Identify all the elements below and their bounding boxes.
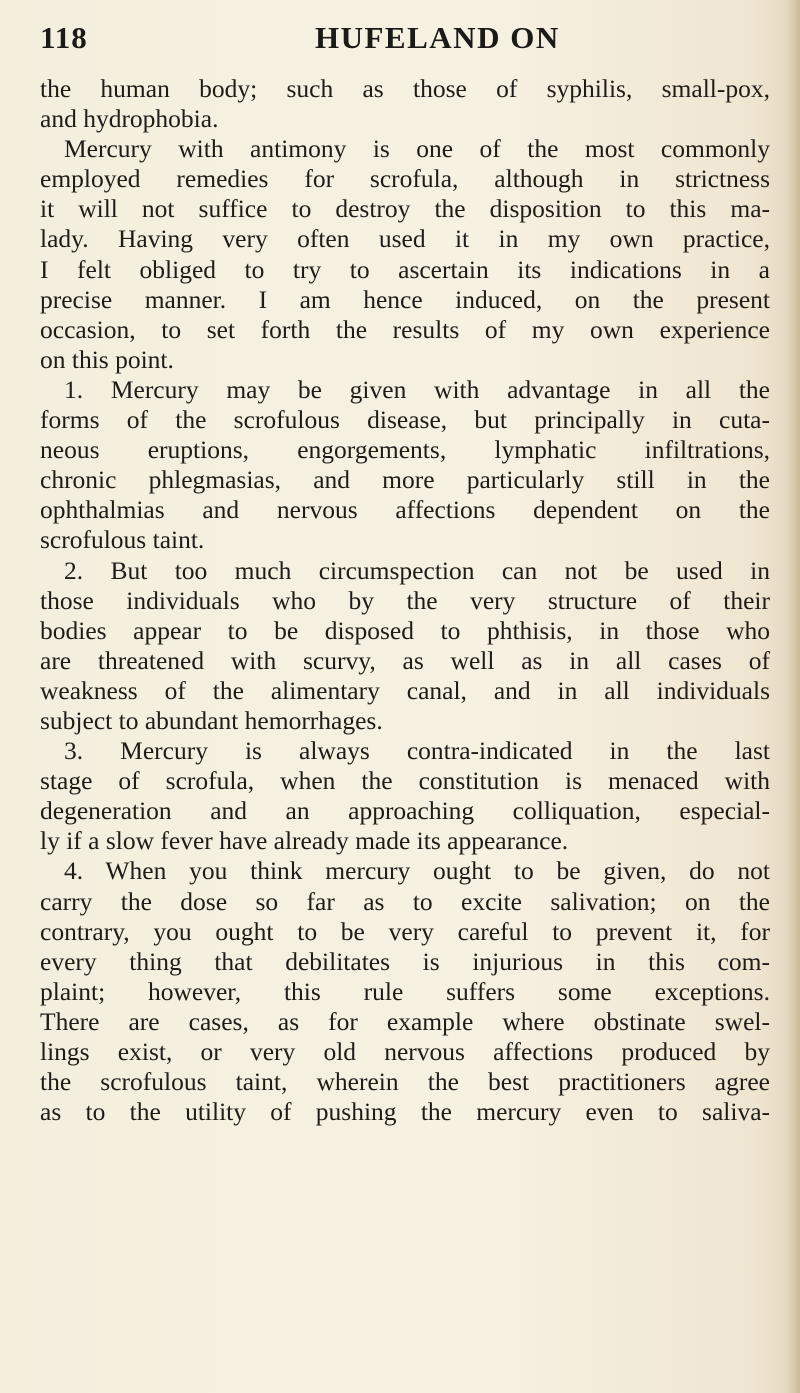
text-line: the scrofulous taint, wherein the best practitioners agree bbox=[40, 1067, 770, 1097]
page-number: 118 bbox=[40, 20, 88, 55]
text-line: Mercury with antimony is one of the most commonly bbox=[64, 134, 770, 164]
text-line: ophthalmias and nervous affections dependent on the bbox=[40, 495, 770, 525]
text-line: bodies appear to be disposed to phthisis, in those who bbox=[40, 615, 770, 645]
text-line: subject to abundant hemorrhages. bbox=[40, 705, 383, 735]
text-line: neous eruptions, engorgements, lymphatic infiltrations, bbox=[40, 435, 770, 465]
text-line: 1. Mercury may be given with advantage in all the bbox=[64, 374, 770, 404]
text-line: 3. Mercury is always contra-indicated in the last bbox=[64, 736, 770, 766]
text-line: every thing that debilitates is injurious in this com- bbox=[40, 946, 770, 976]
text-line: scrofulous taint. bbox=[40, 525, 205, 555]
text-line: on this point. bbox=[40, 344, 174, 374]
text-line: 2. But too much circumspection can not be used in bbox=[64, 555, 770, 585]
text-line: contrary, you ought to be very careful to prevent it, for bbox=[40, 916, 770, 946]
text-line: degeneration and an approaching colliquation, especial- bbox=[40, 796, 770, 826]
text-line: plaint; however, this rule suffers some exceptions. bbox=[40, 976, 770, 1006]
text-line: stage of scrofula, when the constitution is menaced with bbox=[40, 766, 770, 796]
text-line: carry the dose so far as to excite salivation; on the bbox=[40, 886, 770, 916]
text-line: as to the utility of pushing the mercury even to saliva- bbox=[40, 1097, 770, 1127]
text-line: chronic phlegmasias, and more particularly still in the bbox=[40, 465, 770, 495]
text-line: forms of the scrofulous disease, but principally in cuta- bbox=[40, 405, 770, 435]
text-line: employed remedies for scrofula, although in strictness bbox=[40, 164, 770, 194]
text-line: 4. When you think mercury ought to be given, do not bbox=[64, 856, 770, 886]
text-line: I felt obliged to try to ascertain its indications in a bbox=[40, 254, 770, 284]
text-line: lings exist, or very old nervous affections produced by bbox=[40, 1037, 770, 1066]
text-line: weakness of the alimentary canal, and in all individuals bbox=[40, 675, 770, 705]
text-line: and hydrophobia. bbox=[40, 104, 219, 134]
text-line: There are cases, as for example where obstinate swel- bbox=[40, 1006, 770, 1036]
text-line: are threatened with scurvy, as well as in all cases of bbox=[40, 645, 770, 675]
page-edge-shadow bbox=[786, 0, 800, 1393]
text-line: lady. Having very often used it in my own practice, bbox=[40, 224, 770, 254]
page-header bbox=[40, 14, 760, 62]
text-line: occasion, to set forth the results of my own experience bbox=[40, 314, 770, 344]
text-line: it will not suffice to destroy the disposition to this ma- bbox=[40, 194, 770, 224]
text-line: ly if a slow fever have already made its appearance. bbox=[40, 826, 569, 856]
text-line: precise manner. I am hence induced, on the present bbox=[40, 284, 770, 314]
text-line: those individuals who by the very structure of their bbox=[40, 585, 770, 615]
text-line: the human body; such as those of syphilis, small-pox, bbox=[40, 74, 770, 103]
body-text bbox=[40, 74, 770, 1127]
running-head: HUFELAND ON bbox=[315, 20, 560, 55]
